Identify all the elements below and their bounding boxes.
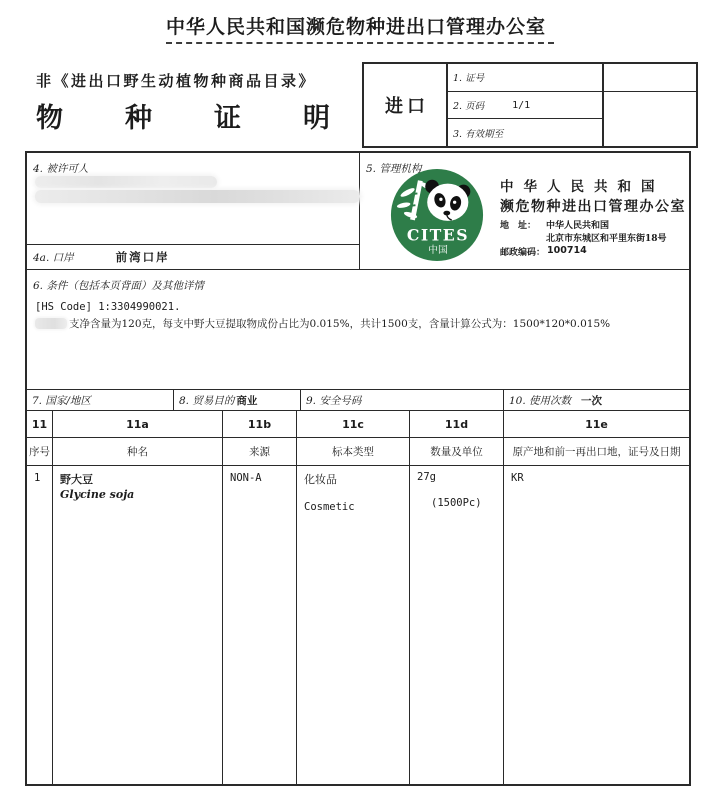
use-count-value: 一次 [581,394,603,407]
row-species-cell [53,466,223,784]
trade-purpose-value: 商业 [236,394,258,407]
field-page-no-value: 1/1 [512,99,531,111]
header-fields-box [362,62,698,148]
row-serial: 1 [34,472,41,484]
cites-logo-subtext: 中国 [428,245,448,257]
field-certificate-no [448,64,602,92]
conditions-label: 6. 条件（包括本页背面）及其他详情 [33,280,204,292]
catalog-note: 非《进出口野生动植物种商品目录》 [36,72,317,90]
cell-security-number [301,390,504,411]
authority-org-line1: 中华人民共和国 [500,179,665,195]
colid-11b: 11b [223,411,297,438]
conditions-detail-line [35,316,610,331]
conditions-detail-text: 支净含量为120克，每支中野大豆提取物成份占比为0.015%，共计1500支，含量计算公式为：1500*120*0.015% [69,318,611,330]
header-fields-column [448,64,604,146]
colheader-species: 种名 [53,438,223,466]
row-quantity-cell [410,466,504,784]
colheader-quantity: 数量及单位 [410,438,504,466]
field-valid-until-label: 3. 有效期至 [453,128,504,140]
section-conditions [27,270,689,390]
colheader-specimen: 标本类型 [297,438,410,466]
main-form-box [25,151,691,786]
authority-address-label: 地 址： [500,221,537,231]
authority-postcode-value: 100714 [547,245,587,256]
row-origin-cell [504,466,689,784]
licensee-redaction-line1 [35,176,217,188]
row-source-cell [223,466,297,784]
certificate-title: 物种证明 [36,103,392,134]
authority-address-value1: 中华人民共和国 [546,221,610,231]
cites-logo-text: CITES [406,225,470,245]
country-region-label: 7. 国家/地区 [32,394,91,407]
field-certificate-no-label: 1. 证号 [453,73,485,85]
specimen-type-cn: 化妆品 [304,473,337,486]
authority-address-line2: 北京市东城区和平里东街18号 [546,234,667,244]
field-page-no-label: 2. 页码 [453,101,485,112]
field-valid-until [448,119,602,146]
title-dashed-underline [166,42,554,44]
authority-postcode-line [500,245,686,258]
authority-text-block [500,175,686,258]
colid-11c: 11c [297,411,410,438]
stamp-cell-divider [604,91,696,92]
species-name-cn: 野大豆 [60,473,93,486]
colheader-source: 来源 [223,438,297,466]
authority-postcode-label: 邮政编码： [500,248,546,258]
colid-11e: 11e [504,411,689,438]
use-count-label: 10. 使用次数 [509,394,572,407]
trade-purpose-label: 8. 贸易目的 [179,394,235,407]
cites-panda-logo [388,166,486,264]
direction-label: 进口 [364,64,448,146]
conditions-hs-code-line: [HS Code] 1:3304990021. [35,301,181,313]
colid-11d: 11d [410,411,504,438]
port-label: 4a. 口岸 [33,251,74,264]
authority-org-line2: 濒危物种进出口管理办公室 [500,199,686,215]
cell-trade-purpose [174,390,301,411]
licensee-redaction-line2 [35,190,360,203]
row-serial-cell [27,466,53,784]
licensee-label: 4. 被许可人 [33,163,89,175]
row-specimen-cell [297,466,410,784]
security-number-label: 9. 安全号码 [306,394,362,407]
quantity-pieces: (1500Pc) [431,497,482,509]
colid-11: 11 [27,411,53,438]
section-port [27,245,360,270]
header-stamp-cells [604,64,696,146]
source-code: NON-A [230,472,262,484]
colheader-origin: 原产地和前一再出口地，证号及日期 [504,438,689,466]
cites-logo-graphic [388,166,486,264]
colheader-serial: 序号 [27,438,53,466]
origin-country-code: KR [511,472,524,484]
section-authority [360,153,689,270]
page-title: 中华人民共和国濒危物种进出口管理办公室 [165,16,546,38]
authority-label: 5. 管理机构 [366,163,422,175]
authority-address-line1 [500,218,686,231]
specimen-type-en: Cosmetic [304,501,355,513]
quantity-value: 27g [417,471,436,483]
cell-country-region [27,390,174,411]
port-value: 前湾口岸 [115,250,170,264]
section-licensee [27,153,360,245]
conditions-redaction-prefix [35,318,67,329]
colid-11a: 11a [53,411,223,438]
species-name-latin: Glycine soja [60,488,135,501]
field-page-no [448,92,602,120]
cell-use-count [504,390,689,411]
